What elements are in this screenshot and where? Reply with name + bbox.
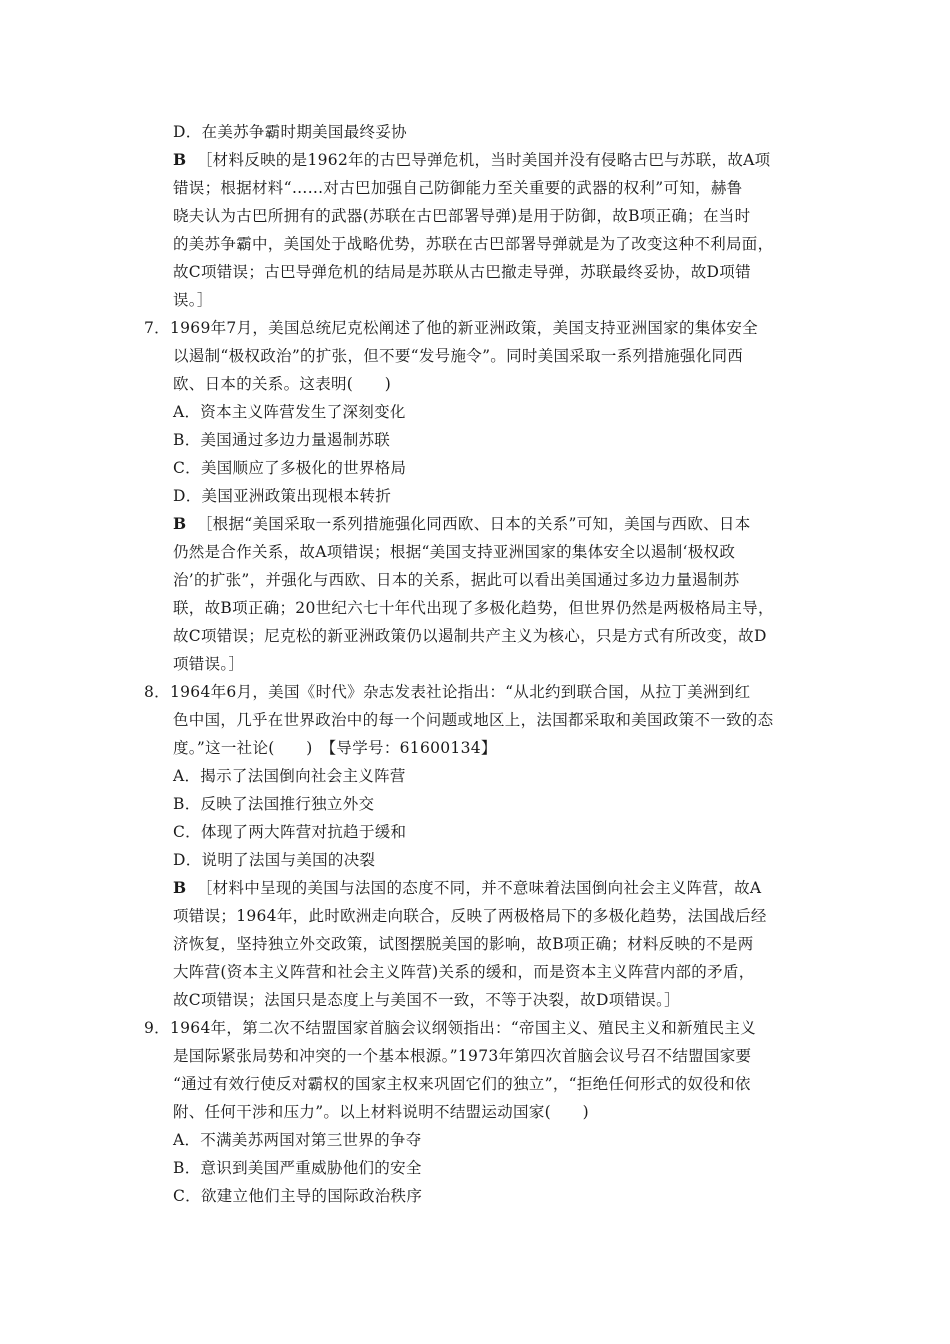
q7-explanation-line: 联，故B项正确；20世纪六七十年代出现了多极化趋势，但世界仍然是两极格局主导， — [173, 599, 774, 617]
q7-option-a: A．资本主义阵营发生了深刻变化 — [173, 403, 406, 421]
q7-explanation-line — [173, 514, 751, 534]
q8-answer-letter: B — [173, 878, 187, 897]
q8-option-c: C．体现了两大阵营对抗趋于缓和 — [173, 823, 407, 841]
q7-explanation-text: ［根据“美国采取一系列措施强化同西欧、日本的关系”可知，美国与西欧、日本 — [196, 515, 751, 533]
q8-option-a: A．揭示了法国倒向社会主义阵营 — [173, 767, 406, 785]
q9-stem-line: 9．1964年，第二次不结盟国家首脑会议纲领指出：“帝国主义、殖民主义和新殖民主义 — [144, 1019, 757, 1037]
q9-stem-line: 是国际紧张局势和冲突的一个基本根源。”1973年第四次首脑会议号召不结盟国家要 — [173, 1047, 752, 1065]
q8-explanation-text: ［材料中呈现的美国与法国的态度不同，并不意味着法国倒向社会主义阵营，故A — [196, 879, 762, 897]
q7-option-c: C．美国顺应了多极化的世界格局 — [173, 459, 407, 477]
q6-option-d: D．在美苏争霸时期美国最终妥协 — [173, 123, 407, 141]
q8-explanation-line: 项错误；1964年，此时欧洲走向联合，反映了两极格局下的多极化趋势，法国战后经 — [173, 907, 767, 925]
q6-explanation-line: 错误；根据材料“……对古巴加强自己防御能力至关重要的武器的权利”可知，赫鲁 — [173, 179, 743, 197]
q8-stem-line: 度。”这一社论( ) 【导学号：61600134】 — [173, 739, 497, 757]
q6-explanation-line: 误。］ — [173, 291, 213, 309]
q9-option-c: C．欲建立他们主导的国际政治秩序 — [173, 1187, 423, 1205]
q8-option-d: D．说明了法国与美国的决裂 — [173, 851, 376, 869]
q7-stem-line: 7．1969年7月，美国总统尼克松阐述了他的新亚洲政策，美国支持亚洲国家的集体安全 — [144, 319, 758, 337]
q7-explanation-line: 治’的扩张”，并强化与西欧、日本的关系，据此可以看出美国通过多边力量遏制苏 — [173, 571, 740, 589]
q6-answer-letter: B — [173, 150, 187, 169]
q9-stem-line: “通过有效行使反对霸权的国家主权来巩固它们的独立”，“拒绝任何形式的奴役和依 — [173, 1075, 751, 1093]
q7-explanation-line: 仍然是合作关系，故A项错误；根据“美国支持亚洲国家的集体安全以遏制‘极权政 — [173, 543, 736, 561]
q7-stem-line: 欧、日本的关系。这表明( ) — [173, 375, 392, 393]
q9-stem-line: 附、任何干涉和压力”。以上材料说明不结盟运动国家( ) — [173, 1103, 589, 1121]
q6-explanation-text: ［材料反映的是1962年的古巴导弹危机，当时美国并没有侵略古巴与苏联，故A项 — [196, 151, 771, 169]
q8-explanation-line: 故C项错误；法国只是态度上与美国不一致，不等于决裂，故D项错误。］ — [173, 991, 680, 1009]
q6-explanation-line: 故C项错误；古巴导弹危机的结局是苏联从古巴撤走导弹，苏联最终妥协，故D项错 — [173, 263, 751, 281]
q8-stem-line: 色中国，几乎在世界政治中的每一个问题或地区上，法国都采取和美国政策不一致的态 — [173, 711, 774, 729]
q8-explanation-line: 大阵营(资本主义阵营和社会主义阵营)关系的缓和，而是资本主义阵营内部的矛盾， — [173, 963, 755, 981]
q9-option-b: B．意识到美国严重威胁他们的安全 — [173, 1159, 422, 1177]
q7-option-b: B．美国通过多边力量遏制苏联 — [173, 431, 391, 449]
q8-option-b: B．反映了法国推行独立外交 — [173, 795, 375, 813]
q9-option-a: A．不满美苏两国对第三世界的争夺 — [173, 1131, 422, 1149]
q8-explanation-line — [173, 878, 761, 898]
q6-explanation-line — [173, 150, 770, 170]
q7-option-d: D．美国亚洲政策出现根本转折 — [173, 487, 392, 505]
q8-stem-line: 8．1964年6月，美国《时代》杂志发表社论指出：“从北约到联合国，从拉丁美洲到红 — [144, 683, 751, 701]
q8-explanation-line: 济恢复，坚持独立外交政策，试图摆脱美国的影响，故B项正确；材料反映的不是两 — [173, 935, 754, 953]
q7-answer-letter: B — [173, 514, 187, 533]
q7-explanation-line: 故C项错误；尼克松的新亚洲政策仍以遏制共产主义为核心，只是方式有所改变，故D — [173, 627, 767, 645]
q6-explanation-line: 晓夫认为古巴所拥有的武器(苏联在古巴部署导弹)是用于防御，故B项正确；在当时 — [173, 207, 751, 225]
q6-explanation-line: 的美苏争霸中，美国处于战略优势，苏联在古巴部署导弹就是为了改变这种不利局面， — [173, 235, 774, 253]
q7-stem-line: 以遏制“极权政治”的扩张，但不要“发号施令”。同时美国采取一系列措施强化同西 — [173, 347, 744, 365]
q7-explanation-line: 项错误。］ — [173, 655, 245, 673]
